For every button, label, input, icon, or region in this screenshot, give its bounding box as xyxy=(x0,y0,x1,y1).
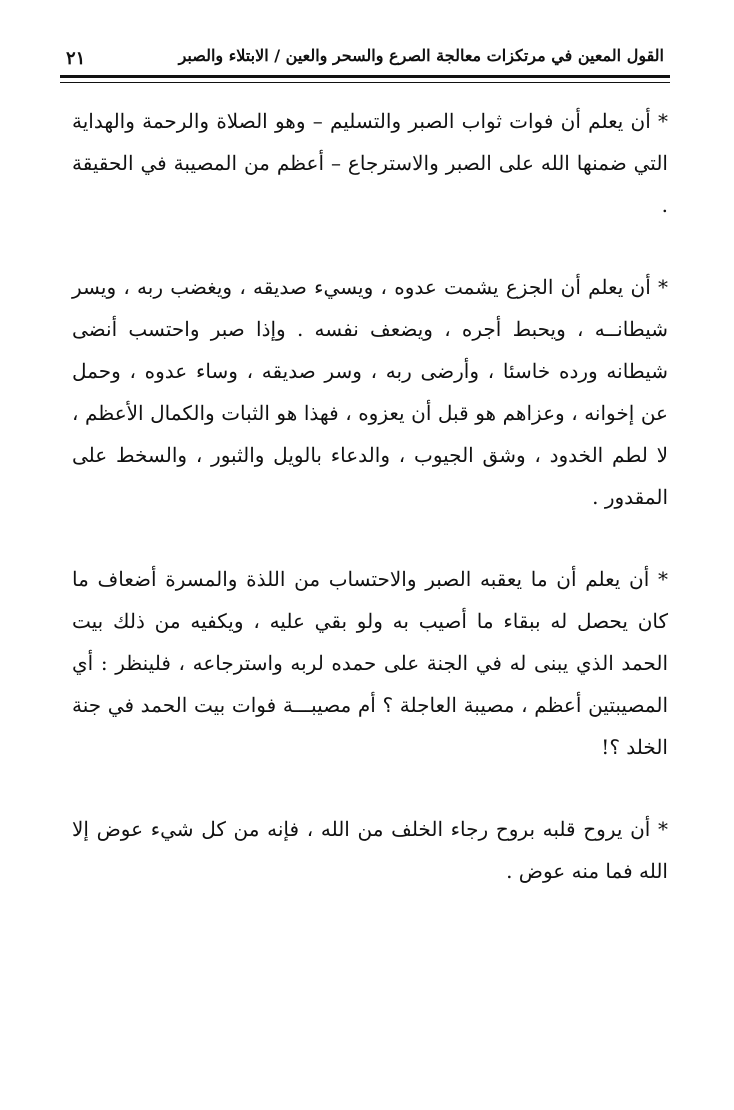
paragraph-4 xyxy=(72,808,668,892)
header-rule-thin xyxy=(60,82,670,83)
paragraph-text: * أن يعلم أن ما يعقبه الصبر والاحتساب من اللذة والمسرة أضعاف ما كان يحصل له ببقاء ما أصيب به ولو بقي عليه ، ويكفيه من ذلك بيت الحمد الذي يبنى له في الجنة على حمده لربه واسترجاعه ، فلينظر : أي المصيبتين أعظم ، مصيبة العاجلة ؟ أم مصيبـــة فوات بيت الحمد في جنة الخلد ؟! xyxy=(72,567,668,759)
paragraph-3 xyxy=(72,558,668,768)
paragraph-text: * أن يروح قلبه بروح رجاء الخلف من الله ، فإنه من كل شيء عوض إلا الله فما منه عوض . xyxy=(72,817,668,883)
paragraph-text: * أن يعلم أن فوات ثواب الصبر والتسليم – وهو الصلاة والرحمة والهداية التي ضمنها الله على الصبر والاسترجاع – أعظم من المصيبة في الحقيقة . xyxy=(72,109,668,217)
running-title: القول المعين في مرتكزات معالجة الصرع والسحر والعين / الابتلاء والصبر xyxy=(178,46,664,65)
body-text xyxy=(72,100,668,932)
page-header xyxy=(60,38,670,78)
header-rule xyxy=(60,75,670,78)
paragraph-1 xyxy=(72,100,668,226)
page-number: ٢١ xyxy=(66,48,86,69)
paragraph-2 xyxy=(72,266,668,518)
paragraph-text: * أن يعلم أن الجزع يشمت عدوه ، ويسيء صديقه ، ويغضب ربه ، ويسر شيطانــه ، ويحبط أجره ، ويضعف نفسه . وإذا صبر واحتسب أنضى شيطانه ورده خاسئا ، وأرضى ربه ، وسر صديقه ، وساء عدوه ، وحمل عن إخوانه ، وعزاهم هو قبل أن يعزوه ، فهذا هو الثبات والكمال الأعظم ، لا لطم الخدود ، وشق الجيوب ، والدعاء بالويل والثبور ، والسخط على المقدور . xyxy=(72,275,668,509)
